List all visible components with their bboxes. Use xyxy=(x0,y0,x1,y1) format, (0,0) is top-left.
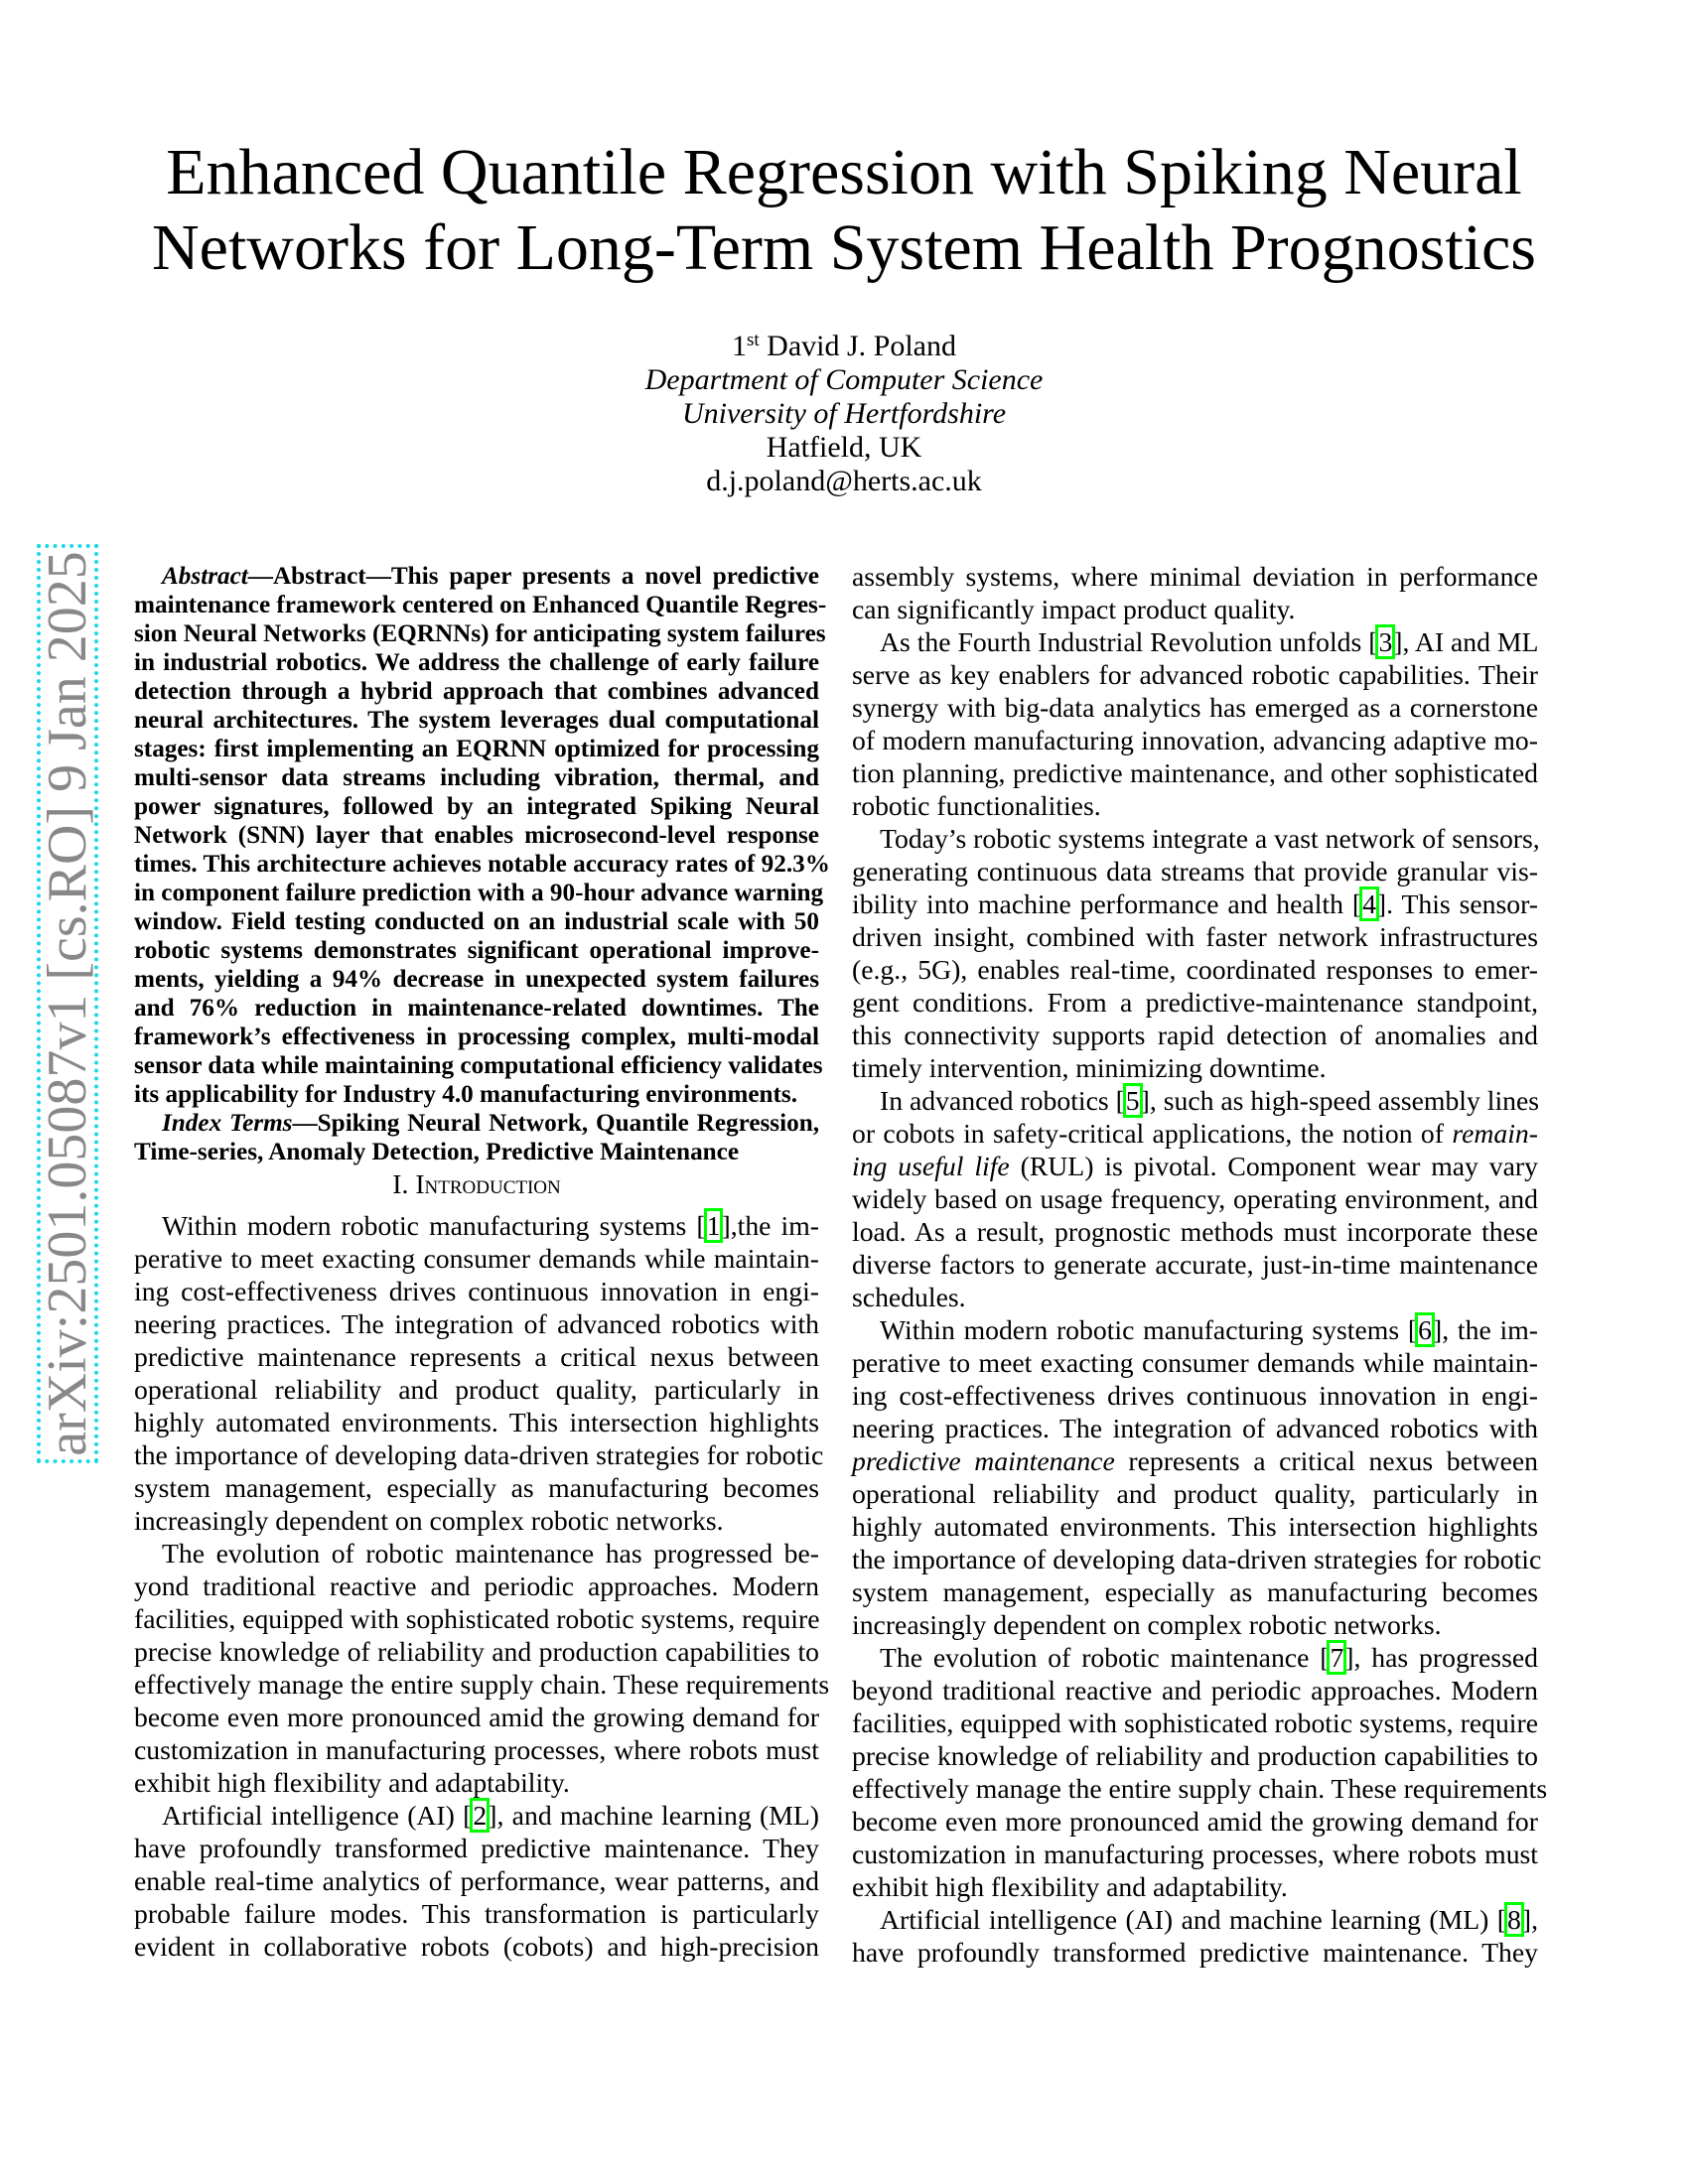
text-line: effectively manage the entire supply chain. These requirements xyxy=(134,1669,830,1700)
text-line: perative to meet exacting consumer demands while maintain- xyxy=(852,1347,1538,1378)
text-line: operational reliability and product quality, particularly in xyxy=(852,1478,1538,1509)
paragraph xyxy=(134,1537,830,1799)
text-line: increasingly dependent on complex robotic networks. xyxy=(852,1609,1442,1640)
text-line: its applicability for Industry 4.0 manufacturing environments. xyxy=(134,1081,797,1108)
citation-link[interactable]: 1 xyxy=(706,1210,721,1241)
paragraph xyxy=(852,822,1538,1084)
text-line: Within modern robotic manufacturing systems [1],the im- xyxy=(162,1210,819,1241)
text-line: predictive maintenance represents a critical nexus between xyxy=(134,1341,819,1372)
italic-text: ing useful life xyxy=(852,1151,1010,1181)
text-line: robotic systems demonstrates significant operational improve- xyxy=(134,937,819,964)
paragraph xyxy=(852,560,1538,625)
text-line: have profoundly transformed predictive maintenance. They xyxy=(852,1937,1538,1968)
italic-text: Abstract xyxy=(162,563,248,590)
text-line: synergy with big-data analytics has emerged as a cornerstone xyxy=(852,692,1538,723)
text-line: exhibit high flexibility and adaptability. xyxy=(852,1871,1288,1902)
text-line: sensor data while maintaining computational efficiency validates xyxy=(134,1052,823,1079)
text-line: neering practices. The integration of advanced robotics with xyxy=(852,1413,1538,1443)
paragraph xyxy=(134,1109,819,1166)
author-name-line xyxy=(0,330,1688,363)
right-column-body xyxy=(852,560,1548,1969)
text-line: this connectivity supports rapid detection of anomalies and xyxy=(852,1020,1538,1050)
text-line: customization in manufacturing processes, where robots must xyxy=(852,1839,1538,1869)
italic-text: predictive maintenance xyxy=(852,1445,1115,1476)
paragraph xyxy=(852,1641,1548,1903)
section-title: Introduction xyxy=(415,1168,561,1199)
text-line: become even more pronounced amid the growing demand for xyxy=(134,1702,819,1732)
text-line: detection through a hybrid approach that combines advanced xyxy=(134,678,819,705)
text-line: in industrial robotics. We address the challenge of early failure xyxy=(134,649,819,676)
text-line: probable failure modes. This transformation is particularly xyxy=(134,1898,819,1929)
text-line: assembly systems, where minimal deviation in performance xyxy=(852,561,1538,592)
text-line: exhibit high flexibility and adaptability. xyxy=(134,1767,570,1798)
text-line: Abstract—Abstract—This paper presents a novel predictive xyxy=(162,563,819,590)
paragraph xyxy=(134,1209,824,1537)
paragraph xyxy=(852,1903,1538,1969)
text-line: Network (SNN) layer that enables microsecond-level response xyxy=(134,822,819,849)
text-line: ing cost-effectiveness drives continuous innovation in engi- xyxy=(852,1380,1538,1411)
author-block xyxy=(0,330,1688,498)
text-line: maintenance framework centered on Enhanced Quantile Regres- xyxy=(134,592,827,618)
text-line: effectively manage the entire supply chain. These requirements xyxy=(852,1773,1548,1804)
text-line: operational reliability and product quality, particularly in xyxy=(134,1374,819,1405)
arxiv-stamp-text: arXiv:2501.05087v1 [cs.RO] 9 Jan 2025 xyxy=(37,551,98,1456)
citation-link[interactable]: 5 xyxy=(1125,1085,1140,1116)
citation-link[interactable]: 6 xyxy=(1418,1314,1432,1345)
paragraph xyxy=(852,1084,1538,1313)
text-line: and 76% reduction in maintenance-related downtimes. The xyxy=(134,995,819,1022)
text-line: schedules. xyxy=(852,1282,966,1312)
left-column-body xyxy=(134,1209,830,1963)
text-line: facilities, equipped with sophisticated robotic systems, require xyxy=(852,1707,1538,1738)
text-line: evident in collaborative robots (cobots) and high-precision xyxy=(134,1931,819,1962)
text-line: load. As a result, prognostic methods must incorporate these xyxy=(852,1216,1538,1247)
text-line: Artificial intelligence (AI) [2], and machine learning (ML) xyxy=(162,1800,819,1831)
text-line: widely based on usage frequency, operating environment, and xyxy=(852,1183,1538,1214)
text-line: As the Fourth Industrial Revolution unfolds [3], AI and ML xyxy=(880,626,1539,657)
text-line: precise knowledge of reliability and production capabilities to xyxy=(134,1636,819,1667)
text-line: driven insight, combined with faster network infrastructures xyxy=(852,921,1538,952)
text-line: ing useful life (RUL) is pivotal. Component wear may vary xyxy=(852,1151,1538,1181)
text-line: The evolution of robotic maintenance [7], has progressed xyxy=(880,1642,1538,1673)
author-department: Department of Computer Science xyxy=(644,363,1044,396)
citation-link[interactable]: 3 xyxy=(1378,626,1393,657)
text-line: can significantly impact product quality. xyxy=(852,594,1296,624)
text-line: neering practices. The integration of advanced robotics with xyxy=(134,1308,819,1339)
author-name: David J. Poland xyxy=(767,330,956,362)
text-line: perative to meet exacting consumer demands while maintain- xyxy=(134,1243,819,1274)
text-line: timely intervention, minimizing downtime. xyxy=(852,1052,1327,1083)
text-line: power signatures, followed by an integrated Spiking Neural xyxy=(134,793,819,820)
text-line: sion Neural Networks (EQRNNs) for anticipating system failures xyxy=(134,620,826,647)
paragraph xyxy=(134,562,830,1109)
text-line: tion planning, predictive maintenance, and other sophisticated xyxy=(852,757,1538,788)
citation-link[interactable]: 7 xyxy=(1330,1642,1344,1673)
text-line: become even more pronounced amid the growing demand for xyxy=(852,1806,1538,1837)
text-line: times. This architecture achieves notable accuracy rates of 92.3% xyxy=(134,851,830,878)
text-line: In advanced robotics [5], such as high-speed assembly lines xyxy=(880,1085,1540,1116)
text-line: increasingly dependent on complex robotic networks. xyxy=(134,1505,724,1536)
text-line: yond traditional reactive and periodic approaches. Modern xyxy=(134,1570,819,1601)
text-line: system management, especially as manufacturing becomes xyxy=(852,1576,1538,1607)
text-line: stages: first implementing an EQRNN optimized for processing xyxy=(134,736,819,762)
text-line: facilities, equipped with sophisticated robotic systems, require xyxy=(134,1603,820,1634)
text-line: of modern manufacturing innovation, advancing adaptive mo- xyxy=(852,725,1538,755)
section-heading-introduction xyxy=(134,1167,819,1200)
paragraph xyxy=(852,625,1538,822)
text-line: serve as key enablers for advanced robotic capabilities. Their xyxy=(852,659,1538,690)
text-line: (e.g., 5G), enables real-time, coordinated responses to emer- xyxy=(852,954,1538,985)
paragraph xyxy=(134,1799,819,1963)
text-line: Time-series, Anomaly Detection, Predictive Maintenance xyxy=(134,1139,740,1165)
abstract xyxy=(134,562,830,1166)
text-line: multi-sensor data streams including vibration, thermal, and xyxy=(134,764,819,791)
arxiv-stamp[interactable] xyxy=(37,544,98,1463)
text-line: Artificial intelligence (AI) and machine learning (ML) [8], xyxy=(880,1904,1538,1935)
text-line: ibility into machine performance and health [4]. This sensor- xyxy=(852,888,1538,919)
paper-title xyxy=(0,135,1688,286)
text-line: generating continuous data streams that provide granular vis- xyxy=(852,856,1538,887)
text-line: predictive maintenance represents a critical nexus between xyxy=(852,1445,1538,1476)
author-location: Hatfield, UK xyxy=(766,431,922,464)
author-email: d.j.poland@herts.ac.uk xyxy=(706,465,982,497)
text-line: in component failure prediction with a 90-hour advance warning xyxy=(134,880,824,906)
text-line: customization in manufacturing processes, where robots must xyxy=(134,1734,819,1765)
text-line: Today’s robotic systems integrate a vast network of sensors, xyxy=(880,823,1540,854)
text-line: Index Terms—Spiking Neural Network, Quantile Regression, xyxy=(162,1110,819,1137)
author-ordinal: 1 xyxy=(731,330,747,362)
italic-text: remain- xyxy=(1452,1118,1538,1149)
text-line: neural architectures. The system leverages dual computational xyxy=(134,707,819,734)
text-line: the importance of developing data-driven strategies for robotic xyxy=(852,1544,1542,1574)
text-line: have profoundly transformed predictive maintenance. They xyxy=(134,1833,819,1863)
text-line: The evolution of robotic maintenance has progressed be- xyxy=(162,1538,819,1569)
title-line-2: Networks for Long-Term System Health Prognostics xyxy=(152,211,1536,284)
text-line: the importance of developing data-driven strategies for robotic xyxy=(134,1439,824,1470)
text-line: system management, especially as manufacturing becomes xyxy=(134,1472,819,1503)
text-line: precise knowledge of reliability and production capabilities to xyxy=(852,1740,1538,1771)
text-line: diverse factors to generate accurate, just-in-time maintenance xyxy=(852,1249,1538,1280)
citation-link[interactable]: 4 xyxy=(1362,888,1376,919)
text-line: framework’s effectiveness in processing complex, multi-modal xyxy=(134,1024,819,1050)
text-line: or cobots in safety-critical applications, the notion of remain- xyxy=(852,1118,1538,1149)
italic-text: Index Terms xyxy=(162,1110,293,1137)
text-line: ing cost-effectiveness drives continuous innovation in engi- xyxy=(134,1276,819,1306)
text-line: window. Field testing conducted on an industrial scale with 50 xyxy=(134,908,819,935)
citation-link[interactable]: 2 xyxy=(473,1800,488,1831)
text-line: robotic functionalities. xyxy=(852,790,1101,821)
text-line: gent conditions. From a predictive-maintenance standpoint, xyxy=(852,987,1538,1018)
section-number: I. xyxy=(392,1168,409,1199)
author-ordinal-suffix: st xyxy=(746,330,760,350)
text-line: highly automated environments. This intersection highlights xyxy=(134,1407,819,1437)
title-line-1: Enhanced Quantile Regression with Spiking Neural xyxy=(166,136,1522,208)
text-line: Within modern robotic manufacturing systems [6], the im- xyxy=(880,1314,1538,1345)
text-line: ments, yielding a 94% decrease in unexpected system failures xyxy=(134,966,819,993)
text-line: highly automated environments. This intersection highlights xyxy=(852,1511,1538,1542)
citation-link[interactable]: 8 xyxy=(1507,1904,1521,1935)
text-line: enable real-time analytics of performance, wear patterns, and xyxy=(134,1865,819,1896)
text-line: beyond traditional reactive and periodic approaches. Modern xyxy=(852,1675,1538,1706)
paragraph xyxy=(852,1313,1542,1641)
author-university: University of Hertfordshire xyxy=(681,397,1007,430)
